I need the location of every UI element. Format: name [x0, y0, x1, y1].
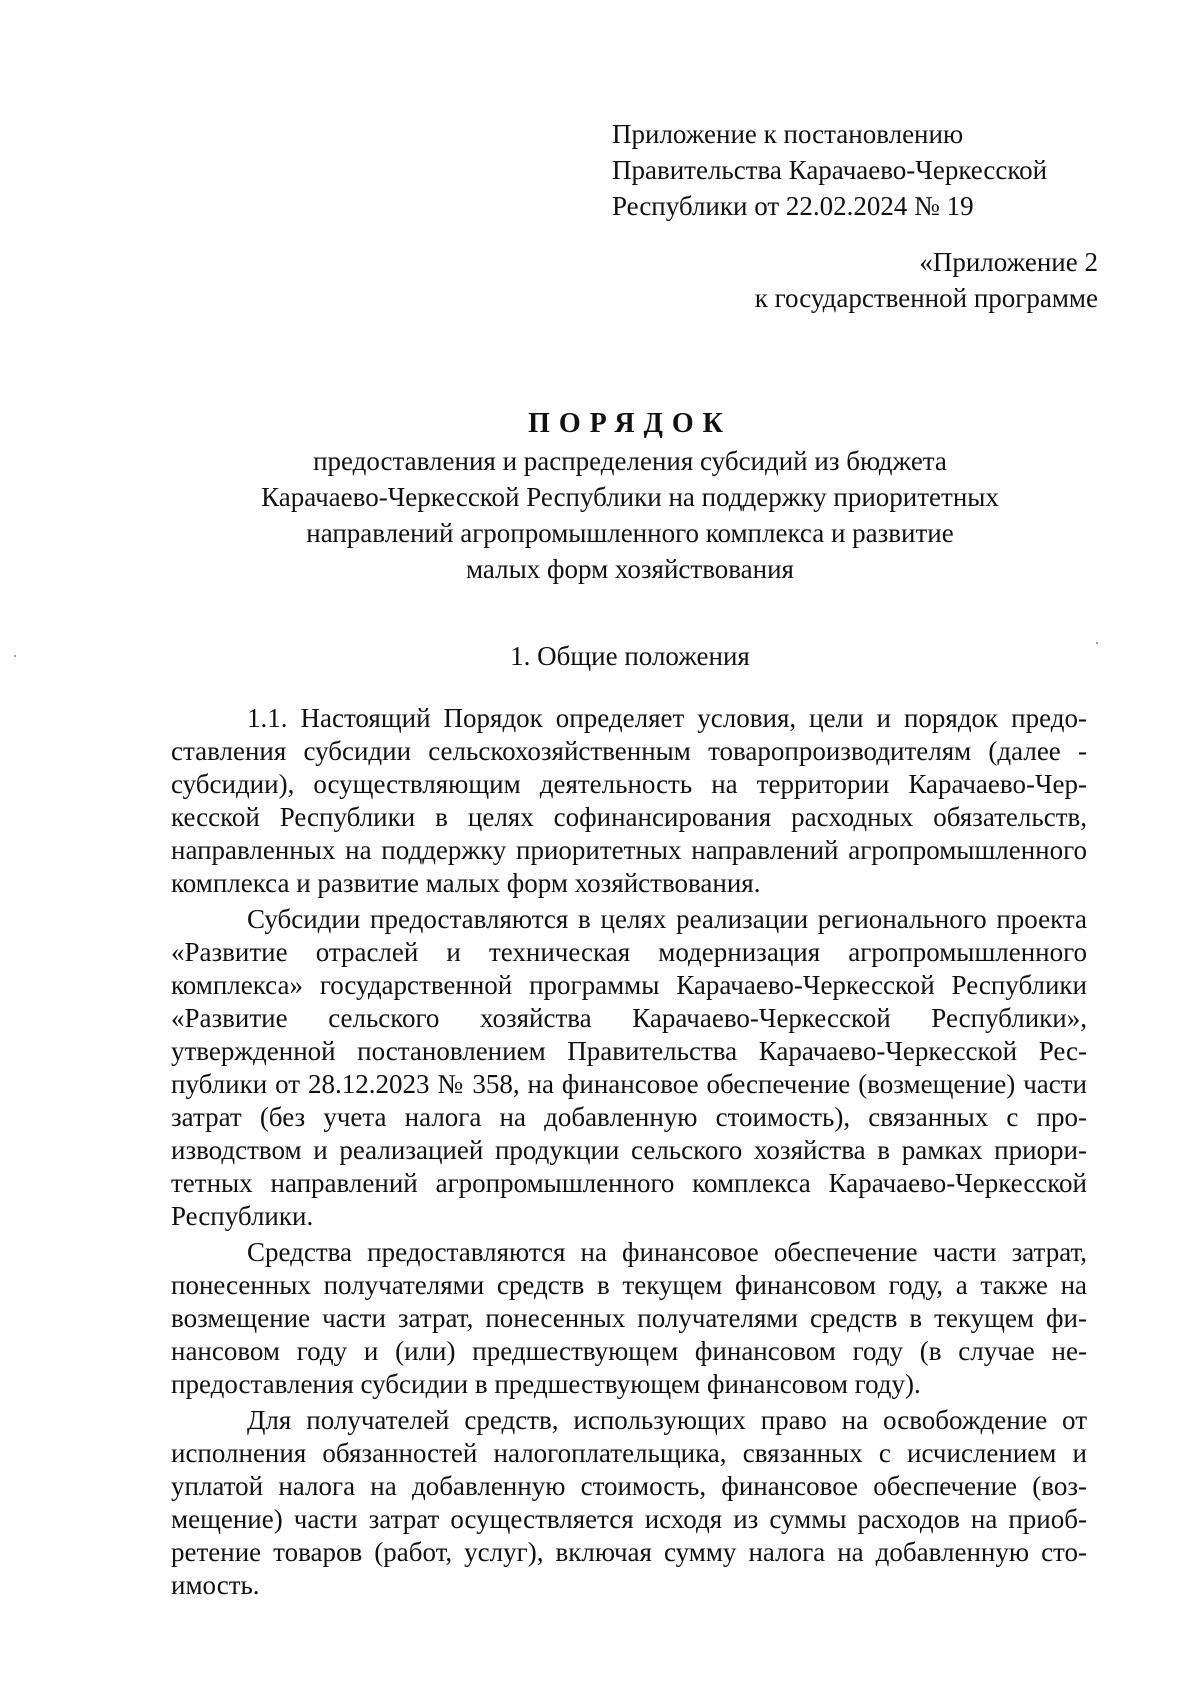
- document-subtitle-line: малых форм хозяйствования: [466, 554, 794, 584]
- paragraph: Средства предоставляются на финансовое обеспечение части затрат, понесенных получателями средств в текущем финансовом году, а также на возмещение части затрат, понесенных получателями средств в текущем финансовом году и (или) предшествующем финансовом году (в случае непредоставления субсидии в предшествующем финансовом году).: [171, 1237, 1087, 1399]
- document-subtitle-line: направлений агропромышленного комплекса и развитие: [306, 518, 954, 548]
- document-subtitle-line: Карачаево-Черкесской Республики на поддержку приоритетных: [261, 482, 999, 512]
- approval-header: [612, 116, 1112, 224]
- paragraph: Субсидии предоставляются в целях реализации регионального проекта «Развитие отраслей и техническая модернизация агропромышленного комплекса» государственной программы Карачаево-Черкесской Республики «Развитие сельского хозяйства Карачаево-Черкесской Республики», утвержденной постановлением Правительства Карачаево-Черкесской Республики от 28.12.2023 № 358, на финансовое обеспечение (возмещение) части затрат (без учета налога на добавленную стоимость), связанных с производством и реализацией продукции сельского хозяйства в рамках приоритетных направлений агропромышленного комплекса Карачаево-Черкесской Республики.: [171, 904, 1087, 1231]
- scan-artifact: [14, 655, 16, 657]
- annex-reference-line: «Приложение 2: [919, 247, 1098, 277]
- annex-reference: [755, 244, 1098, 316]
- approval-header-line: Республики от 22.02.2024 № 19: [612, 191, 974, 221]
- paragraph: Для получателей средств, использующих право на освобождение от исполнения обязанностей налогоплательщика, связанных с исчислением и уплатой налога на добавленную стоимость, финансовое обеспечение (возмещение) части затрат осуществляется исходя из суммы расходов на приобретение товаров (работ, услуг), включая сумму налога на добавленную стоимость.: [171, 1405, 1087, 1600]
- section-heading: 1. Общие положения: [510, 641, 750, 671]
- approval-header-line: Приложение к постановлению: [612, 119, 964, 149]
- document-subtitle: [160, 443, 1100, 587]
- scan-artifact: [1096, 642, 1098, 644]
- annex-reference-line: к государственной программе: [754, 283, 1098, 313]
- document-title-block: [160, 405, 1100, 587]
- document-title: ПОРЯДОК: [528, 408, 732, 439]
- approval-header-line: Правительства Карачаево-Черкесской: [612, 155, 1048, 185]
- section-body: [171, 702, 1087, 1602]
- document-subtitle-line: предоставления и распределения субсидий из бюджета: [313, 446, 947, 476]
- paragraph: 1.1. Настоящий Порядок определяет условия, цели и порядок предоставления субсидии сельскохозяйственным товаропроизводителям (далее - субсидии), осуществляющим деятельность на территории Карачаево-Черкесской Республики в целях софинансирования расходных обязательств, направленных на поддержку приоритетных направлений агропромышленного комплекса и развитие малых форм хозяйствования.: [171, 703, 1087, 898]
